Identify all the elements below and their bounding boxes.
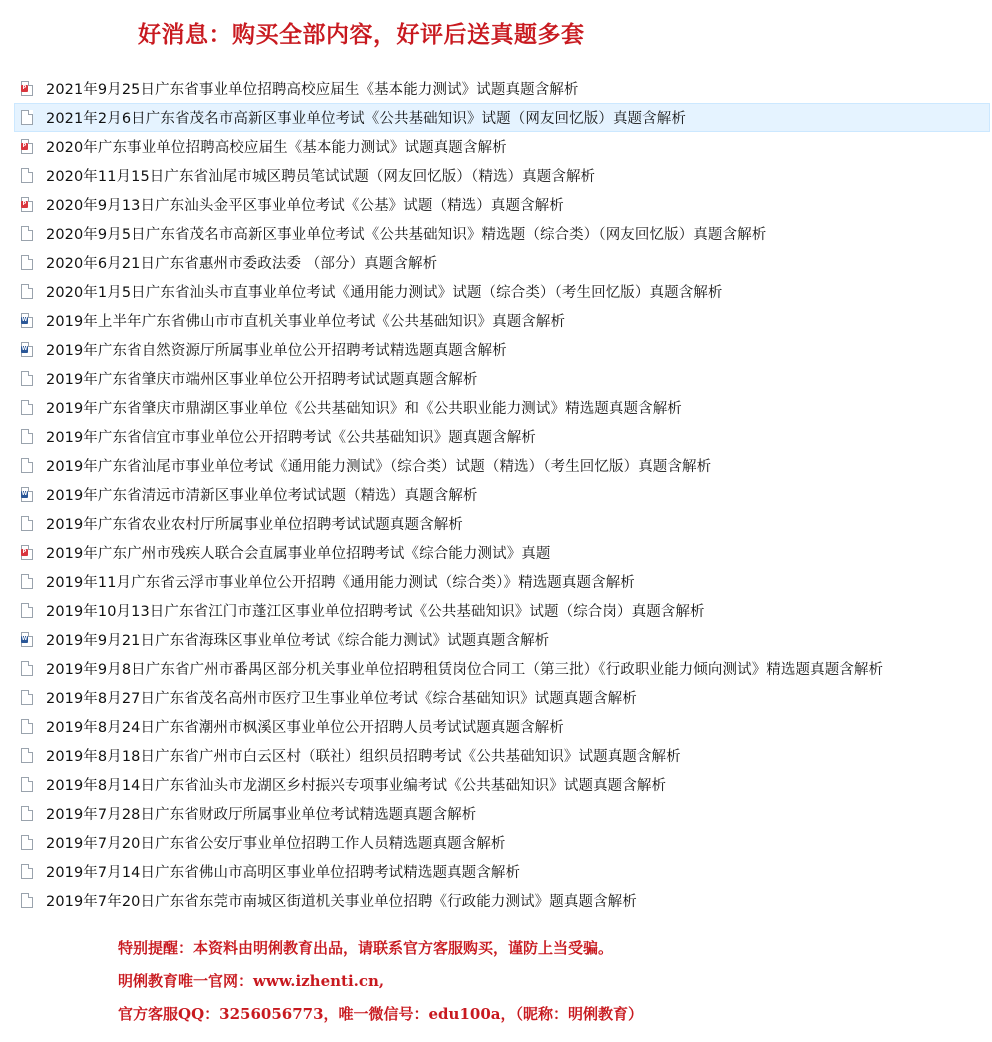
generic-file-icon bbox=[21, 661, 33, 676]
generic-file-icon bbox=[21, 748, 33, 763]
file-list-item[interactable] bbox=[14, 654, 990, 683]
file-list-item[interactable] bbox=[14, 422, 990, 451]
generic-file-icon bbox=[21, 371, 33, 386]
generic-file-icon bbox=[21, 255, 33, 270]
file-name: 2019年广东省自然资源厅所属事业单位公开招聘考试精选题真题含解析 bbox=[46, 343, 507, 359]
file-list-item[interactable] bbox=[14, 219, 990, 248]
word-file-icon bbox=[21, 487, 33, 502]
file-name: 2019年8月18日广东省广州市白云区村（联社）组织员招聘考试《公共基础知识》试题真题含解析 bbox=[46, 749, 681, 765]
file-name: 2019年7月28日广东省财政厅所属事业单位考试精选题真题含解析 bbox=[46, 807, 477, 823]
generic-file-icon bbox=[21, 168, 33, 183]
generic-file-icon bbox=[21, 110, 33, 125]
file-list-item[interactable] bbox=[14, 509, 990, 538]
generic-file-icon bbox=[21, 574, 33, 589]
file-name: 2019年8月24日广东省潮州市枫溪区事业单位公开招聘人员考试试题真题含解析 bbox=[46, 720, 564, 736]
file-name: 2019年广东广州市残疾人联合会直属事业单位招聘考试《综合能力测试》真题 bbox=[46, 546, 551, 562]
file-name: 2019年7月20日广东省公安厅事业单位招聘工作人员精选题真题含解析 bbox=[46, 836, 506, 852]
file-name: 2019年广东省肇庆市鼎湖区事业单位《公共基础知识》和《公共职业能力测试》精选题真题含解析 bbox=[46, 401, 682, 417]
file-name: 2019年10月13日广东省江门市蓬江区事业单位招聘考试《公共基础知识》试题（综合岗）真题含解析 bbox=[46, 604, 705, 620]
file-name: 2020年9月13日广东汕头金平区事业单位考试《公基》试题（精选）真题含解析 bbox=[46, 198, 564, 214]
generic-file-icon bbox=[21, 690, 33, 705]
file-list-item[interactable] bbox=[14, 538, 990, 567]
file-name: 2021年2月6日广东省茂名市高新区事业单位考试《公共基础知识》试题（网友回忆版）真题含解析 bbox=[46, 111, 686, 127]
generic-file-icon bbox=[21, 893, 33, 908]
footer-notice bbox=[118, 932, 643, 1031]
word-file-icon bbox=[21, 313, 33, 328]
file-list-item[interactable] bbox=[14, 103, 990, 132]
file-list-item[interactable] bbox=[14, 393, 990, 422]
word-file-icon bbox=[21, 342, 33, 357]
generic-file-icon bbox=[21, 806, 33, 821]
generic-file-icon bbox=[21, 284, 33, 299]
file-name: 2019年11月广东省云浮市事业单位公开招聘《通用能力测试（综合类）》精选题真题含解析 bbox=[46, 575, 635, 591]
file-list-item[interactable] bbox=[14, 306, 990, 335]
pdf-file-icon bbox=[21, 197, 33, 212]
file-list-item[interactable] bbox=[14, 799, 990, 828]
file-list-item[interactable] bbox=[14, 451, 990, 480]
file-name: 2020年广东事业单位招聘高校应届生《基本能力测试》试题真题含解析 bbox=[46, 140, 507, 156]
file-name: 2019年7年20日广东省东莞市南城区街道机关事业单位招聘《行政能力测试》题真题含解析 bbox=[46, 894, 637, 910]
file-name: 2019年广东省农业农村厅所属事业单位招聘考试试题真题含解析 bbox=[46, 517, 463, 533]
file-name: 2021年9月25日广东省事业单位招聘高校应届生《基本能力测试》试题真题含解析 bbox=[46, 82, 579, 98]
file-name: 2020年1月5日广东省汕头市直事业单位考试《通用能力测试》试题（综合类）（考生回忆版）真题含解析 bbox=[46, 285, 723, 301]
generic-file-icon bbox=[21, 429, 33, 444]
file-list-item[interactable] bbox=[14, 161, 990, 190]
generic-file-icon bbox=[21, 603, 33, 618]
file-list-item[interactable] bbox=[14, 335, 990, 364]
file-name: 2019年7月14日广东省佛山市高明区事业单位招聘考试精选题真题含解析 bbox=[46, 865, 521, 881]
file-list-item[interactable] bbox=[14, 857, 990, 886]
file-name: 2020年11月15日广东省汕尾市城区聘员笔试试题（网友回忆版）（精选）真题含解析 bbox=[46, 169, 596, 185]
file-list-item[interactable] bbox=[14, 74, 990, 103]
file-name: 2019年9月21日广东省海珠区事业单位考试《综合能力测试》试题真题含解析 bbox=[46, 633, 550, 649]
file-list bbox=[14, 74, 990, 915]
file-list-item[interactable] bbox=[14, 741, 990, 770]
file-list-item[interactable] bbox=[14, 683, 990, 712]
file-list-item[interactable] bbox=[14, 770, 990, 799]
pdf-file-icon bbox=[21, 139, 33, 154]
file-name: 2019年9月8日广东省广州市番禺区部分机关事业单位招聘租赁岗位合同工（第三批）《行政职业能力倾向测试》精选题真题含解析 bbox=[46, 662, 884, 678]
pdf-file-icon bbox=[21, 81, 33, 96]
file-list-item[interactable] bbox=[14, 480, 990, 509]
footer-warning: 特别提醒：本资料由明俐教育出品，请联系官方客服购买，谨防上当受骗。 bbox=[118, 939, 614, 957]
file-list-item[interactable] bbox=[14, 886, 990, 915]
footer-contact: 官方客服QQ：3256056773，唯一微信号：edu100a，（昵称：明俐教育） bbox=[118, 1005, 643, 1023]
file-list-item[interactable] bbox=[14, 596, 990, 625]
file-list-item[interactable] bbox=[14, 712, 990, 741]
file-name: 2019年广东省信宜市事业单位公开招聘考试《公共基础知识》题真题含解析 bbox=[46, 430, 536, 446]
pdf-file-icon bbox=[21, 545, 33, 560]
file-name: 2019年广东省汕尾市事业单位考试《通用能力测试》（综合类）试题（精选）（考生回忆版）真题含解析 bbox=[46, 459, 712, 475]
generic-file-icon bbox=[21, 864, 33, 879]
file-list-item[interactable] bbox=[14, 364, 990, 393]
file-name: 2019年广东省肇庆市端州区事业单位公开招聘考试试题真题含解析 bbox=[46, 372, 478, 388]
word-file-icon bbox=[21, 632, 33, 647]
generic-file-icon bbox=[21, 226, 33, 241]
file-name: 2020年9月5日广东省茂名市高新区事业单位考试《公共基础知识》精选题（综合类）（网友回忆版）真题含解析 bbox=[46, 227, 767, 243]
file-list-item[interactable] bbox=[14, 625, 990, 654]
file-list-item[interactable] bbox=[14, 248, 990, 277]
file-list-item[interactable] bbox=[14, 132, 990, 161]
generic-file-icon bbox=[21, 719, 33, 734]
generic-file-icon bbox=[21, 835, 33, 850]
file-name: 2019年广东省清远市清新区事业单位考试试题（精选）真题含解析 bbox=[46, 488, 478, 504]
file-name: 2019年8月14日广东省汕头市龙湖区乡村振兴专项事业编考试《公共基础知识》试题真题含解析 bbox=[46, 778, 667, 794]
file-list-item[interactable] bbox=[14, 277, 990, 306]
file-name: 2019年8月27日广东省茂名高州市医疗卫生事业单位考试《综合基础知识》试题真题含解析 bbox=[46, 691, 637, 707]
promo-title: 好消息：购买全部内容，好评后送真题多套 bbox=[138, 21, 585, 48]
file-list-item[interactable] bbox=[14, 190, 990, 219]
generic-file-icon bbox=[21, 458, 33, 473]
file-list-item[interactable] bbox=[14, 567, 990, 596]
file-list-item[interactable] bbox=[14, 828, 990, 857]
generic-file-icon bbox=[21, 400, 33, 415]
footer-website: 明俐教育唯一官网：www.izhenti.cn, bbox=[118, 972, 385, 990]
generic-file-icon bbox=[21, 777, 33, 792]
generic-file-icon bbox=[21, 516, 33, 531]
file-name: 2020年6月21日广东省惠州市委政法委 （部分）真题含解析 bbox=[46, 256, 438, 272]
file-name: 2019年上半年广东省佛山市市直机关事业单位考试《公共基础知识》真题含解析 bbox=[46, 314, 566, 330]
